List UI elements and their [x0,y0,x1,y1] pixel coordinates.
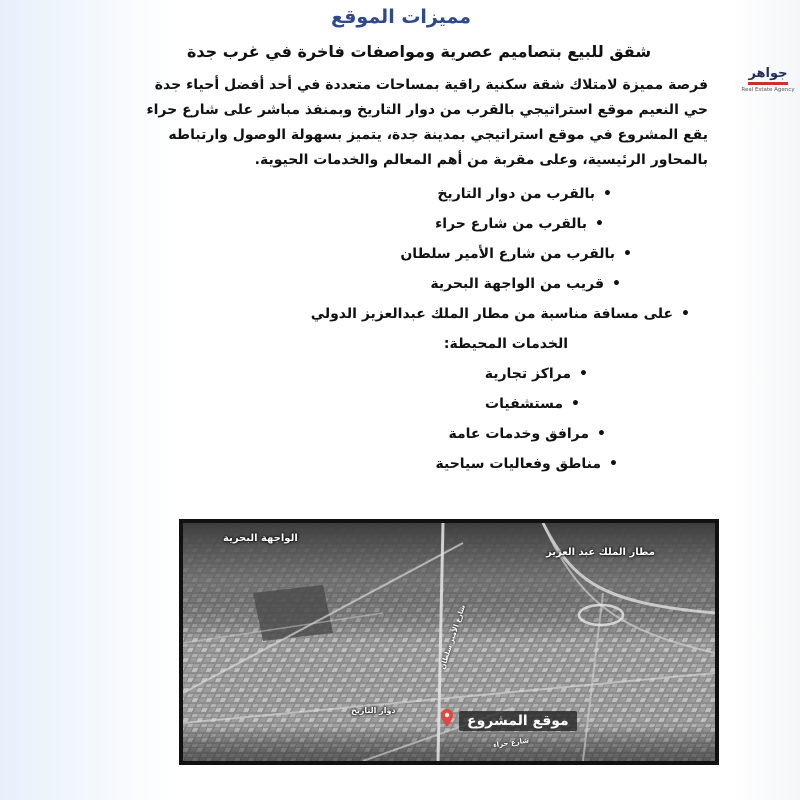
bullet-icon: • [603,186,612,202]
intro-line-2: حي النعيم موقع استراتيجي بالقرب من دوار التاريخ وبمنفذ مباشر على شارع حراء [146,102,708,118]
map-label-roundabout: دوار التاريخ [351,706,396,715]
location-map [179,519,719,765]
bullet-icon: • [681,306,690,322]
list-item: •بالقرب من دوار التاريخ [190,179,612,209]
location-points-list [190,179,708,329]
list-item: •مرافق وخدمات عامة [190,419,606,449]
bullet-icon: • [612,276,621,292]
list-item: •على مسافة مناسبة من مطار الملك عبدالعزيز الدولي [190,299,690,329]
services-list [190,359,708,479]
services-heading: الخدمات المحيطة: [443,336,568,352]
bullet-icon: • [623,246,632,262]
map-label-airport: مطار الملك عبد العزيز [546,547,655,558]
bullet-icon: • [597,426,606,442]
logo-arabic-text: جواهر [748,66,787,85]
bullet-icon: • [579,366,588,382]
intro-line-4: بالمحاور الرئيسية، وعلى مقربة من أهم المعالم والخدمات الحيوية. [254,152,708,168]
right-decorative-panel [730,0,800,800]
page-subtitle: شقق للبيع بتصاميم عصرية ومواصفات فاخرة في غرب جدة [186,42,652,61]
bullet-icon: • [571,396,580,412]
main-content [146,73,708,479]
list-item: •قريب من الواجهة البحرية [190,269,621,299]
list-item: •مراكز تجارية [190,359,588,389]
map-label-waterfront: الواجهة البحرية [223,533,298,544]
intro-line-1: فرصة مميزة لامتلاك شقة سكنية راقية بمساحات متعددة في أحد أفضل أحياء جدة [154,77,708,93]
list-item: •مستشفيات [190,389,580,419]
intro-paragraph [146,73,708,173]
list-item: •بالقرب من شارع الأمير سلطان [190,239,632,269]
bullet-icon: • [595,216,604,232]
logo-english-text: Real Estate Agency [741,87,795,93]
map-label-road-sultan: شارع الأمير سلطان [438,603,468,671]
list-item: •بالقرب من شارع حراء [190,209,604,239]
list-item: •مناطق وفعاليات سياحية [190,449,618,479]
page-title: مميزات الموقع [330,6,471,28]
project-pin-icon [441,709,453,727]
company-logo [738,62,798,93]
intro-line-3: يقع المشروع في موقع استراتيجي بمدينة جدة، يتميز بسهولة الوصول وارتباطه [168,127,708,143]
map-label-project: موقع المشروع [459,711,577,731]
bullet-icon: • [609,456,618,472]
map-label-road-hiraa: شارع حراء [492,736,530,750]
